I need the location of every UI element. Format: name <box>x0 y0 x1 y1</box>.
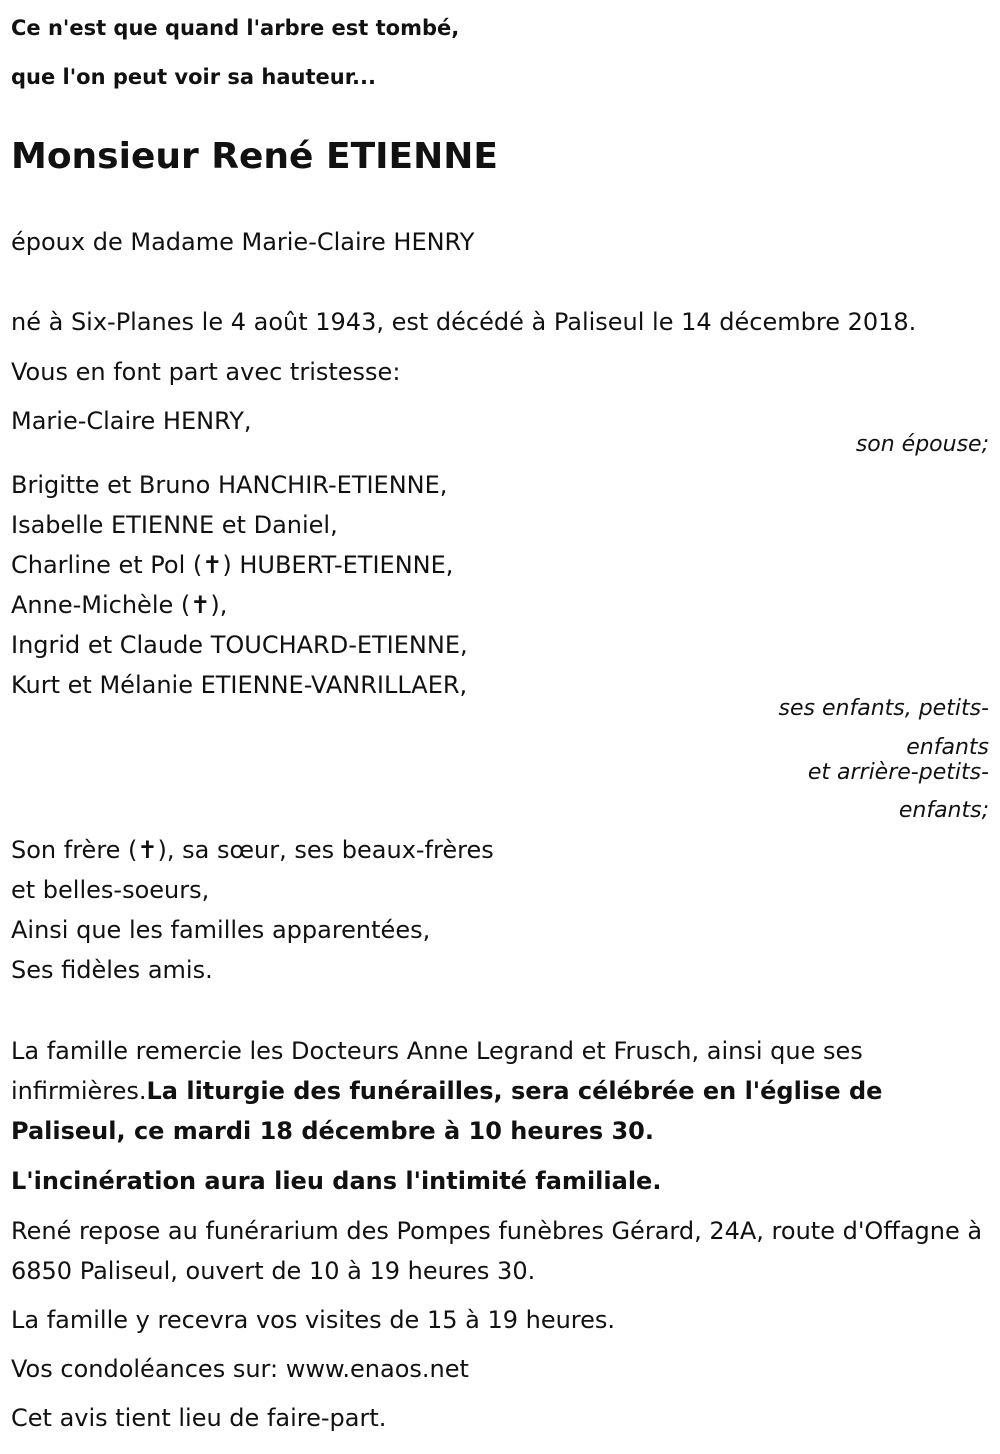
notice-line: Cet avis tient lieu de faire-part. <box>11 1404 387 1432</box>
children-role-line: et arrière-petits- <box>807 760 989 785</box>
visits-line: La famille y recevra vos visites de 15 à 19 heures. <box>11 1306 616 1334</box>
cremation-line: L'incinération aura lieu dans l'intimité familiale. <box>11 1167 662 1195</box>
list-item: Ainsi que les familles apparentées, <box>11 916 431 944</box>
birth-death-line: né à Six-Planes le 4 août 1943, est décédé à Paliseul le 14 décembre 2018. <box>11 308 917 336</box>
quote-line-1: Ce n'est que quand l'arbre est tombé, <box>11 16 460 40</box>
children-role-line: ses enfants, petits- <box>778 696 989 721</box>
epitaph-quote <box>11 4 459 102</box>
children-list <box>11 465 468 705</box>
list-item: Kurt et Mélanie ETIENNE-VANRILLAER, <box>11 671 468 699</box>
list-item: Charline et Pol (✝) HUBERT-ETIENNE, <box>11 551 454 579</box>
deceased-name: Monsieur René ETIENNE <box>11 136 498 177</box>
spouse-line: époux de Madame Marie-Claire HENRY <box>11 228 475 256</box>
list-item: Son frère (✝), sa sœur, ses beaux-frères <box>11 836 494 864</box>
list-item: Ses fidèles amis. <box>11 956 213 984</box>
children-role-line: enfants; <box>898 798 989 823</box>
relatives-list <box>11 830 494 990</box>
list-item: et belles-soeurs, <box>11 876 210 904</box>
list-item: Anne-Michèle (✝), <box>11 591 228 619</box>
children-role-line: enfants <box>906 735 989 760</box>
funeral-home-paragraph: René repose au funérarium des Pompes funèbres Gérard, 24A, route d'Offagne à 6850 Paliseul, ouvert de 10 à 19 heures 30. <box>11 1217 983 1285</box>
list-item: Isabelle ETIENNE et Daniel, <box>11 511 338 539</box>
quote-line-2: que l'on peut voir sa hauteur... <box>11 65 376 89</box>
condolences-line: Vos condoléances sur: www.enaos.net <box>11 1355 469 1383</box>
thanks-paragraph <box>11 1031 986 1151</box>
list-item: Brigitte et Bruno HANCHIR-ETIENNE, <box>11 471 448 499</box>
list-item: Ingrid et Claude TOUCHARD-ETIENNE, <box>11 631 468 659</box>
funeral-details: La liturgie des funérailles, sera célébrée en l'église de Paliseul, ce mardi 18 décembre à 10 heures 30. <box>11 1077 883 1145</box>
spouse-name: Marie-Claire HENRY, <box>11 407 252 435</box>
thanks-text: La famille remercie les Docteurs Anne Legrand et Frusch, ainsi que ses infirmières. <box>11 1037 863 1105</box>
spouse-role: son épouse; <box>855 432 989 457</box>
announcement-intro: Vous en font part avec tristesse: <box>11 358 401 386</box>
